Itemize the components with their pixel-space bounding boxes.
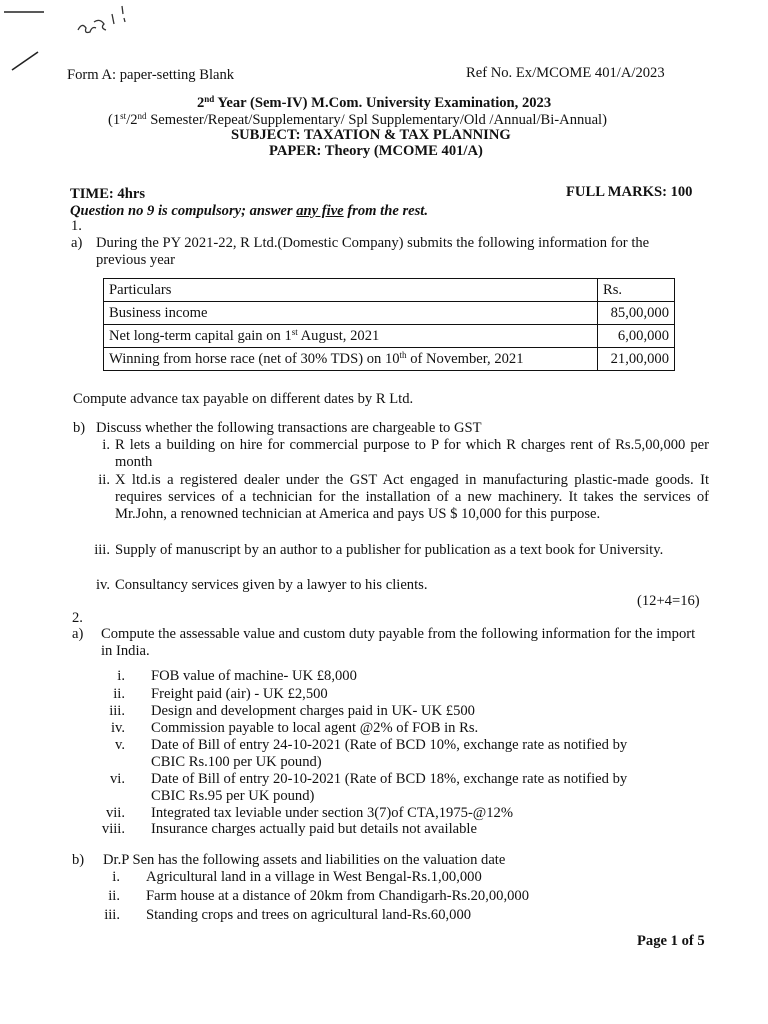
q2a-label: a)	[72, 626, 84, 642]
list-item-text: Insurance charges actually paid but details not available	[151, 821, 477, 837]
list-item-text: X ltd.is a registered dealer under the GST Act engaged in manufacturing plastic-made goods. It requires services of a technician for the installation of a new machinery. It takes the services of Mr.John, a renowned technician at America and pays US $ 10,000 for this purpose.	[115, 472, 709, 522]
list-item-text: Commission payable to local agent @2% of FOB in Rs.	[151, 720, 479, 736]
semester-line: (1st/2nd Semester/Repeat/Supplementary/ Spl Supplementary/Old /Annual/Bi-Annual)	[108, 111, 607, 128]
table-header-cell: Rs.	[598, 279, 675, 302]
table-cell: 21,00,000	[598, 348, 675, 371]
list-item: ii.	[98, 472, 110, 488]
list-item-text: Design and development charges paid in UK- UK £500	[151, 703, 475, 719]
time-label: TIME: 4hrs	[70, 186, 145, 202]
table-cell: 6,00,000	[598, 325, 675, 348]
form-label: Form A: paper-setting Blank	[67, 67, 235, 83]
list-item: iii.	[104, 907, 120, 923]
instructions: Question no 9 is compulsory; answer any five from the rest.	[70, 203, 428, 219]
list-item-text: Date of Bill of entry 20-10-2021 (Rate of BCD 18%, exchange rate as notified by	[151, 771, 628, 787]
q1-compute-text: Compute advance tax payable on different dates by R Ltd.	[73, 391, 414, 407]
list-item-text: CBIC Rs.100 per UK pound)	[151, 754, 322, 770]
subject-title: SUBJECT: TAXATION & TAX PLANNING	[231, 127, 511, 143]
q2a-text: Compute the assessable value and custom duty payable from the following information for the import in India.	[101, 626, 696, 659]
table-cell: 85,00,000	[598, 302, 675, 325]
list-item-text: Freight paid (air) - UK £2,500	[151, 686, 328, 702]
table-header-cell: Particulars	[104, 279, 598, 302]
list-item: v.	[115, 737, 125, 753]
table-cell: Winning from horse race (net of 30% TDS) on 10th of November, 2021	[104, 348, 598, 371]
ref-number: Ref No. Ex/MCOME 401/A/2023	[466, 65, 665, 81]
list-item-text: Agricultural land in a village in West Bengal-Rs.1,00,000	[146, 869, 482, 885]
list-item-text: Consultancy services given by a lawyer to his clients.	[115, 577, 428, 593]
list-item: i.	[117, 668, 125, 684]
q1a-text: During the PY 2021-22, R Ltd.(Domestic Company) submits the following information for the previous year	[96, 235, 650, 268]
list-item-text: Date of Bill of entry 24-10-2021 (Rate of BCD 10%, exchange rate as notified by	[151, 737, 628, 753]
list-item: iv.	[95, 577, 110, 593]
page-number: Page 1 of 5	[637, 933, 705, 949]
table-header-row	[104, 279, 675, 302]
list-item: iii.	[109, 703, 125, 719]
table-row	[104, 348, 675, 371]
list-item-text: FOB value of machine- UK £8,000	[151, 668, 357, 684]
table-row	[104, 302, 675, 325]
q2b-text: Dr.P Sen has the following assets and liabilities on the valuation date	[103, 852, 506, 868]
question-number-2: 2.	[72, 610, 83, 626]
list-item: i.	[102, 437, 110, 453]
q1a-label: a)	[71, 235, 83, 251]
paper-title: PAPER: Theory (MCOME 401/A)	[269, 143, 483, 159]
list-item: vi.	[110, 771, 125, 787]
list-item-text: Farm house at a distance of 20km from Chandigarh-Rs.20,00,000	[146, 888, 530, 904]
q2b-label: b)	[72, 852, 85, 868]
q1-marks: (12+4=16)	[637, 593, 700, 609]
full-marks-label: FULL MARKS: 100	[566, 184, 693, 200]
table-cell: Net long-term capital gain on 1st August, 2021	[104, 325, 598, 348]
list-item: viii.	[101, 821, 125, 837]
q1b-label: b)	[73, 420, 86, 436]
list-item-text: R lets a building on hire for commercial purpose to P for which R charges rent of Rs.5,00,000 per month	[115, 437, 709, 470]
q1b-text: Discuss whether the following transactions are chargeable to GST	[96, 420, 482, 436]
list-item-text: CBIC Rs.95 per UK pound)	[151, 788, 315, 804]
list-item-text: Integrated tax leviable under section 3(7)of CTA,1975-@12%	[151, 805, 514, 821]
table-row	[104, 325, 675, 348]
exam-title: 2nd Year (Sem-IV) M.Com. University Examination, 2023	[197, 94, 552, 111]
list-item: iii.	[94, 542, 110, 558]
list-item: vii.	[105, 805, 125, 821]
income-table	[103, 278, 675, 371]
table-cell: Business income	[104, 302, 598, 325]
list-item: ii.	[113, 686, 125, 702]
list-item: ii.	[108, 888, 120, 904]
list-item: iv.	[110, 720, 125, 736]
question-number-1: 1.	[71, 218, 82, 234]
list-item-text: Supply of manuscript by an author to a publisher for publication as a text book for University.	[115, 542, 664, 558]
list-item-text: Standing crops and trees on agricultural land-Rs.60,000	[146, 907, 472, 923]
list-item: i.	[112, 869, 120, 885]
